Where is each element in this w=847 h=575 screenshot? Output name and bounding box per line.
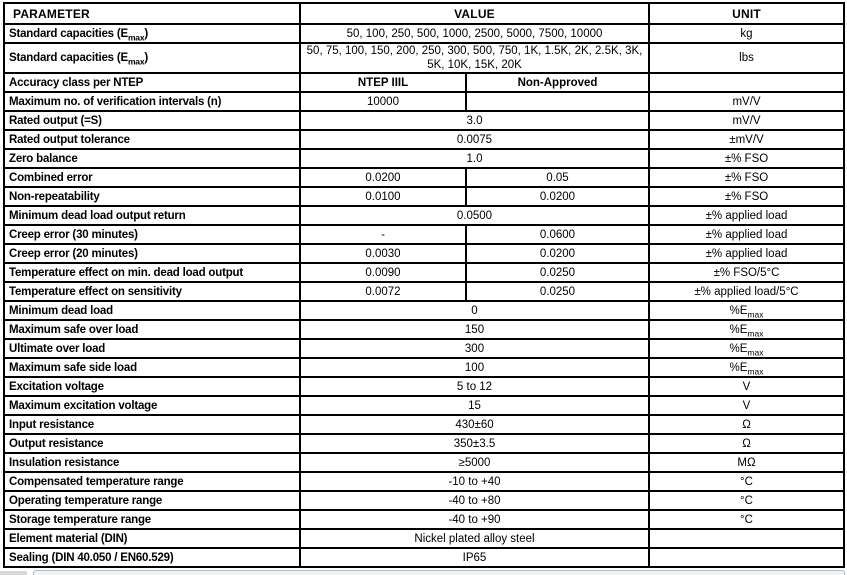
- unit-cell: [649, 73, 844, 92]
- value-cell: 5 to 12: [300, 377, 649, 396]
- table-row: [4, 130, 844, 149]
- unit-cell: [649, 548, 844, 567]
- unit-cell: Ω: [649, 434, 844, 453]
- spec-rows: [4, 24, 844, 567]
- value-cell: 150: [300, 320, 649, 339]
- table-row: [4, 377, 844, 396]
- parameter-cell: Operating temperature range: [4, 491, 300, 510]
- table-row: [4, 282, 844, 301]
- value-cell-ntep: 0.0072: [300, 282, 466, 301]
- value-cell-ntep: 0.0100: [300, 187, 466, 206]
- table-row: [4, 225, 844, 244]
- parameter-cell: Excitation voltage: [4, 377, 300, 396]
- parameter-cell: Maximum no. of verification intervals (n): [4, 92, 300, 111]
- value-cell: 50, 75, 100, 150, 200, 250, 300, 500, 750, 1K, 1.5K, 2K, 2.5K, 3K, 5K, 10K, 15K, 20K: [300, 43, 649, 73]
- table-row: [4, 43, 844, 73]
- table-row: [4, 339, 844, 358]
- spec-table: [3, 2, 845, 568]
- parameter-cell: Temperature effect on min. dead load output: [4, 263, 300, 282]
- unit-cell: [649, 529, 844, 548]
- table-row: [4, 415, 844, 434]
- table-row: [4, 92, 844, 111]
- unit-cell: $\%E_{max}$: [649, 358, 844, 377]
- value-cell-ntep: -: [300, 225, 466, 244]
- parameter-cell: Compensated temperature range: [4, 472, 300, 491]
- unit-cell: ±mV/V: [649, 130, 844, 149]
- unit-cell: °C: [649, 491, 844, 510]
- value-cell: 0.0500: [300, 206, 649, 225]
- value-cell-non-approved: 0.0200: [466, 244, 649, 263]
- bottom-ui-strip: [0, 570, 847, 575]
- table-row: [4, 320, 844, 339]
- unit-cell: °C: [649, 510, 844, 529]
- parameter-cell: Creep error (30 minutes): [4, 225, 300, 244]
- table-row: [4, 168, 844, 187]
- table-row: [4, 206, 844, 225]
- value-cell-non-approved: [466, 92, 649, 111]
- unit-cell: ±% FSO/5°C: [649, 263, 844, 282]
- unit-cell: $\%E_{max}$: [649, 320, 844, 339]
- value-cell-ntep: 10000: [300, 92, 466, 111]
- table-row: [4, 301, 844, 320]
- table-row: [4, 24, 844, 43]
- col-header-unit: UNIT: [649, 3, 844, 24]
- parameter-cell: Minimum dead load: [4, 301, 300, 320]
- value-cell-non-approved: 0.0200: [466, 187, 649, 206]
- table-row: [4, 111, 844, 130]
- value-cell: -10 to +40: [300, 472, 649, 491]
- unit-cell: ±% applied load: [649, 206, 844, 225]
- parameter-cell: Insulation resistance: [4, 453, 300, 472]
- table-row: [4, 548, 844, 567]
- bottom-left-box: [0, 571, 27, 575]
- value-cell: 430±60: [300, 415, 649, 434]
- unit-cell: kg: [649, 24, 844, 43]
- parameter-cell: Temperature effect on sensitivity: [4, 282, 300, 301]
- header-row: [4, 3, 844, 24]
- parameter-cell: Sealing (DIN 40.050 / EN60.529): [4, 548, 300, 567]
- col-header-parameter: PARAMETER: [4, 3, 300, 24]
- parameter-cell: Maximum safe over load: [4, 320, 300, 339]
- unit-cell: °C: [649, 472, 844, 491]
- table-row: [4, 244, 844, 263]
- col-header-value: VALUE: [300, 3, 649, 24]
- value-cell: 0: [300, 301, 649, 320]
- unit-cell: ±% FSO: [649, 149, 844, 168]
- table-row: [4, 149, 844, 168]
- value-cell: 3.0: [300, 111, 649, 130]
- table-row: [4, 263, 844, 282]
- unit-cell: ±% applied load: [649, 225, 844, 244]
- parameter-cell: Accuracy class per NTEP: [4, 73, 300, 92]
- value-cell-non-approved: Non-Approved: [466, 73, 649, 92]
- unit-cell: $\%E_{max}$: [649, 301, 844, 320]
- table-row: [4, 434, 844, 453]
- parameter-cell: Storage temperature range: [4, 510, 300, 529]
- parameter-cell: Standard capacities $(E_{max})$: [4, 24, 300, 43]
- unit-cell: $\%E_{max}$: [649, 339, 844, 358]
- unit-cell: ±% FSO: [649, 187, 844, 206]
- value-cell: 0.0075: [300, 130, 649, 149]
- unit-cell: V: [649, 396, 844, 415]
- value-cell: IP65: [300, 548, 649, 567]
- value-cell: 350±3.5: [300, 434, 649, 453]
- table-row: [4, 529, 844, 548]
- parameter-cell: Output resistance: [4, 434, 300, 453]
- parameter-cell: Maximum excitation voltage: [4, 396, 300, 415]
- value-cell: 50, 100, 250, 500, 1000, 2500, 5000, 7500, 10000: [300, 24, 649, 43]
- unit-cell: mV/V: [649, 111, 844, 130]
- value-cell: -40 to +80: [300, 491, 649, 510]
- parameter-cell: Input resistance: [4, 415, 300, 434]
- value-cell-non-approved: 0.0250: [466, 282, 649, 301]
- table-row: [4, 472, 844, 491]
- parameter-cell: Rated output (=S): [4, 111, 300, 130]
- table-row: [4, 73, 844, 92]
- value-cell-non-approved: 0.0250: [466, 263, 649, 282]
- value-cell-non-approved: 0.05: [466, 168, 649, 187]
- table-row: [4, 453, 844, 472]
- value-cell-ntep: 0.0030: [300, 244, 466, 263]
- value-cell: ≥5000: [300, 453, 649, 472]
- value-cell-ntep: NTEP IIIL: [300, 73, 466, 92]
- unit-cell: ±% FSO: [649, 168, 844, 187]
- parameter-cell: Maximum safe side load: [4, 358, 300, 377]
- unit-cell: V: [649, 377, 844, 396]
- parameter-cell: Ultimate over load: [4, 339, 300, 358]
- value-cell: 1.0: [300, 149, 649, 168]
- value-cell: Nickel plated alloy steel: [300, 529, 649, 548]
- parameter-cell: Creep error (20 minutes): [4, 244, 300, 263]
- parameter-cell: Combined error: [4, 168, 300, 187]
- unit-cell: lbs: [649, 43, 844, 73]
- table-row: [4, 358, 844, 377]
- value-cell: 100: [300, 358, 649, 377]
- parameter-cell: Element material (DIN): [4, 529, 300, 548]
- value-cell: 300: [300, 339, 649, 358]
- value-cell-non-approved: 0.0600: [466, 225, 649, 244]
- value-cell: 15: [300, 396, 649, 415]
- unit-cell: MΩ: [649, 453, 844, 472]
- table-row: [4, 396, 844, 415]
- parameter-cell: Non-repeatability: [4, 187, 300, 206]
- value-cell-ntep: 0.0200: [300, 168, 466, 187]
- parameter-cell: Minimum dead load output return: [4, 206, 300, 225]
- unit-cell: Ω: [649, 415, 844, 434]
- bottom-partial-bar: [33, 570, 845, 575]
- unit-cell: ±% applied load: [649, 244, 844, 263]
- parameter-cell: Standard capacities $(E_{max})$: [4, 43, 300, 73]
- table-row: [4, 187, 844, 206]
- unit-cell: ±% applied load/5°C: [649, 282, 844, 301]
- table-row: [4, 510, 844, 529]
- value-cell: -40 to +90: [300, 510, 649, 529]
- parameter-cell: Rated output tolerance: [4, 130, 300, 149]
- value-cell-ntep: 0.0090: [300, 263, 466, 282]
- table-row: [4, 491, 844, 510]
- unit-cell: mV/V: [649, 92, 844, 111]
- parameter-cell: Zero balance: [4, 149, 300, 168]
